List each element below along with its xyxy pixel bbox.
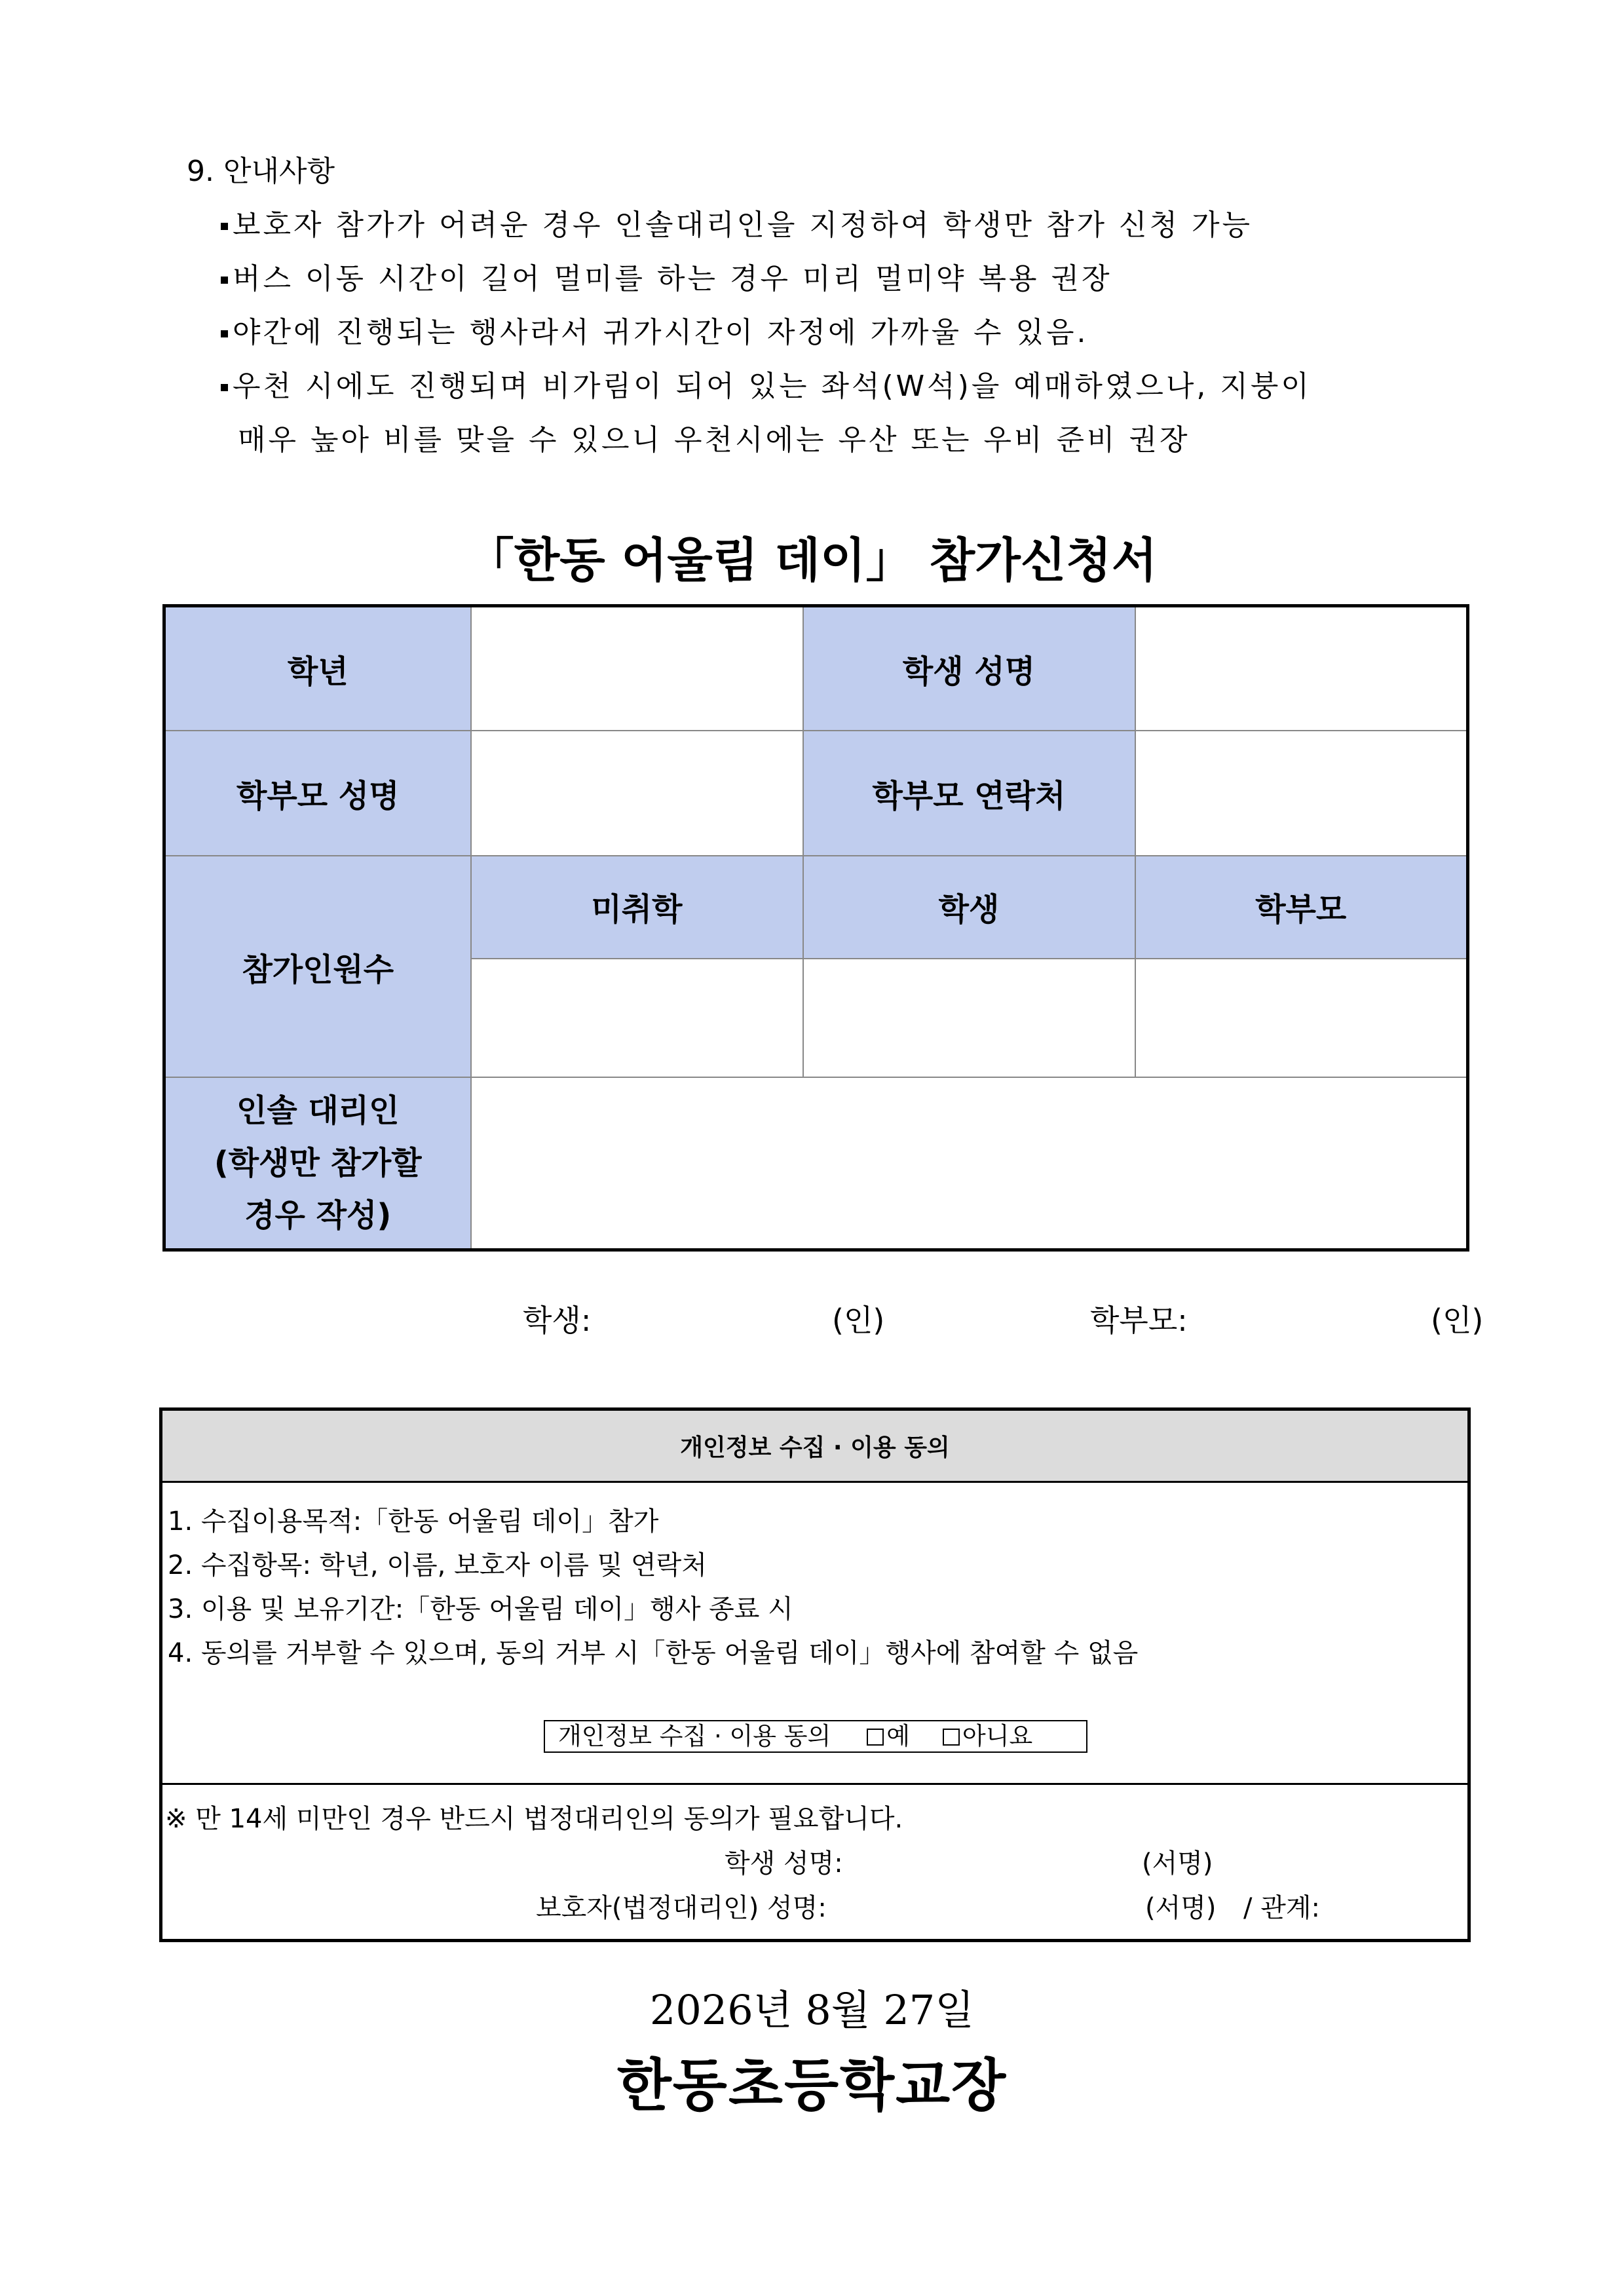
consent-box — [159, 1407, 1471, 1942]
notice-item: 보호자 참가가 어려운 경우 인솔대리인을 지정하여 학생만 참가 신청 가능 — [187, 206, 1490, 245]
consent-item: 1. 수집이용목적:「한동 어울림 데이」참가 — [168, 1506, 659, 1537]
agree-yes-option[interactable]: 예 — [867, 1720, 910, 1753]
parent-contact-label: 학부모 연락처 — [803, 731, 1135, 856]
bullet-icon — [221, 223, 228, 230]
consent-body — [162, 1483, 1467, 1785]
student-name-field[interactable] — [1135, 606, 1468, 731]
student-count-label: 학생 — [803, 856, 1135, 959]
student-name-label: 학생 성명 — [803, 606, 1135, 731]
consent-title: 개인정보 수집 · 이용 동의 — [162, 1411, 1467, 1483]
parent-count-field[interactable] — [1135, 959, 1468, 1077]
agree-no-option[interactable]: 아니요 — [943, 1720, 1032, 1753]
checkbox-icon[interactable] — [943, 1729, 960, 1746]
application-table — [162, 604, 1469, 1252]
notice-item-continued: 매우 높아 비를 맞을 수 있으니 우천시에는 우산 또는 우비 준비 권장 — [238, 423, 1190, 457]
guardian-label: 인솔 대리인 (학생만 참가할 경우 작성) — [164, 1077, 471, 1250]
guardian-field[interactable] — [471, 1077, 1468, 1250]
participants-label: 참가인원수 — [164, 856, 471, 1077]
consent-student-name-label: 학생 성명: — [725, 1848, 843, 1879]
agree-label: 개인정보 수집 · 이용 동의 — [558, 1722, 831, 1750]
agree-box — [544, 1720, 1087, 1753]
principal-signature: 한동초등학교장 — [616, 2053, 1008, 2118]
consent-item: 2. 수집항목: 학년, 이름, 보호자 이름 및 연락처 — [168, 1550, 707, 1580]
bullet-icon — [221, 384, 228, 391]
notice-item: 야간에 진행되는 행사라서 귀가시간이 자정에 가까울 수 있음. — [187, 313, 1490, 353]
bullet-icon — [221, 277, 228, 284]
form-title: 「한동 어울림 데이」 참가신청서 — [466, 533, 1158, 588]
grade-label: 학년 — [164, 606, 471, 731]
consent-relation-label: / 관계: — [1243, 1893, 1320, 1923]
consent-footer — [162, 1785, 1467, 1942]
notice-item: 우천 시에도 진행되며 비가림이 되어 있는 좌석(W석)을 예매하였으나, 지붕이 — [187, 367, 1490, 406]
parent-contact-field[interactable] — [1135, 731, 1468, 856]
parent-name-label: 학부모 성명 — [164, 731, 471, 856]
consent-list — [168, 1500, 1138, 1675]
notice-section — [187, 152, 1490, 474]
parent-seal: (인) — [1431, 1303, 1484, 1338]
grade-field[interactable] — [471, 606, 803, 731]
consent-item: 3. 이용 및 보유기간:「한동 어울림 데이」행사 종료 시 — [168, 1594, 793, 1624]
parent-name-field[interactable] — [471, 731, 803, 856]
consent-guardian-name-label: 보호자(법정대리인) 성명: — [536, 1893, 827, 1923]
student-sign-label: 학생: — [523, 1303, 592, 1338]
student-seal: (인) — [832, 1303, 885, 1338]
student-count-field[interactable] — [803, 959, 1135, 1077]
notice-item: 버스 이동 시간이 길어 멀미를 하는 경우 미리 멀미약 복용 권장 — [187, 259, 1490, 299]
preschool-count-field[interactable] — [471, 959, 803, 1077]
document-date: 2026년 8월 27일 — [649, 1986, 975, 2034]
consent-item: 4. 동의를 거부할 수 있으며, 동의 거부 시「한동 어울림 데이」행사에 참여할 수 없음 — [168, 1638, 1139, 1668]
bullet-icon — [221, 330, 228, 337]
consent-note: ※ 만 14세 미만인 경우 반드시 법정대리인의 동의가 필요합니다. — [165, 1804, 903, 1834]
parent-sign-label: 학부모: — [1090, 1303, 1188, 1338]
preschool-label: 미취학 — [471, 856, 803, 959]
consent-guardian-sign: (서명) — [1145, 1893, 1217, 1923]
notice-heading: 9. 안내사항 — [187, 155, 335, 188]
consent-student-sign: (서명) — [1142, 1848, 1213, 1879]
checkbox-icon[interactable] — [867, 1729, 884, 1746]
notice-list — [187, 206, 1490, 460]
parent-count-label: 학부모 — [1135, 856, 1468, 959]
